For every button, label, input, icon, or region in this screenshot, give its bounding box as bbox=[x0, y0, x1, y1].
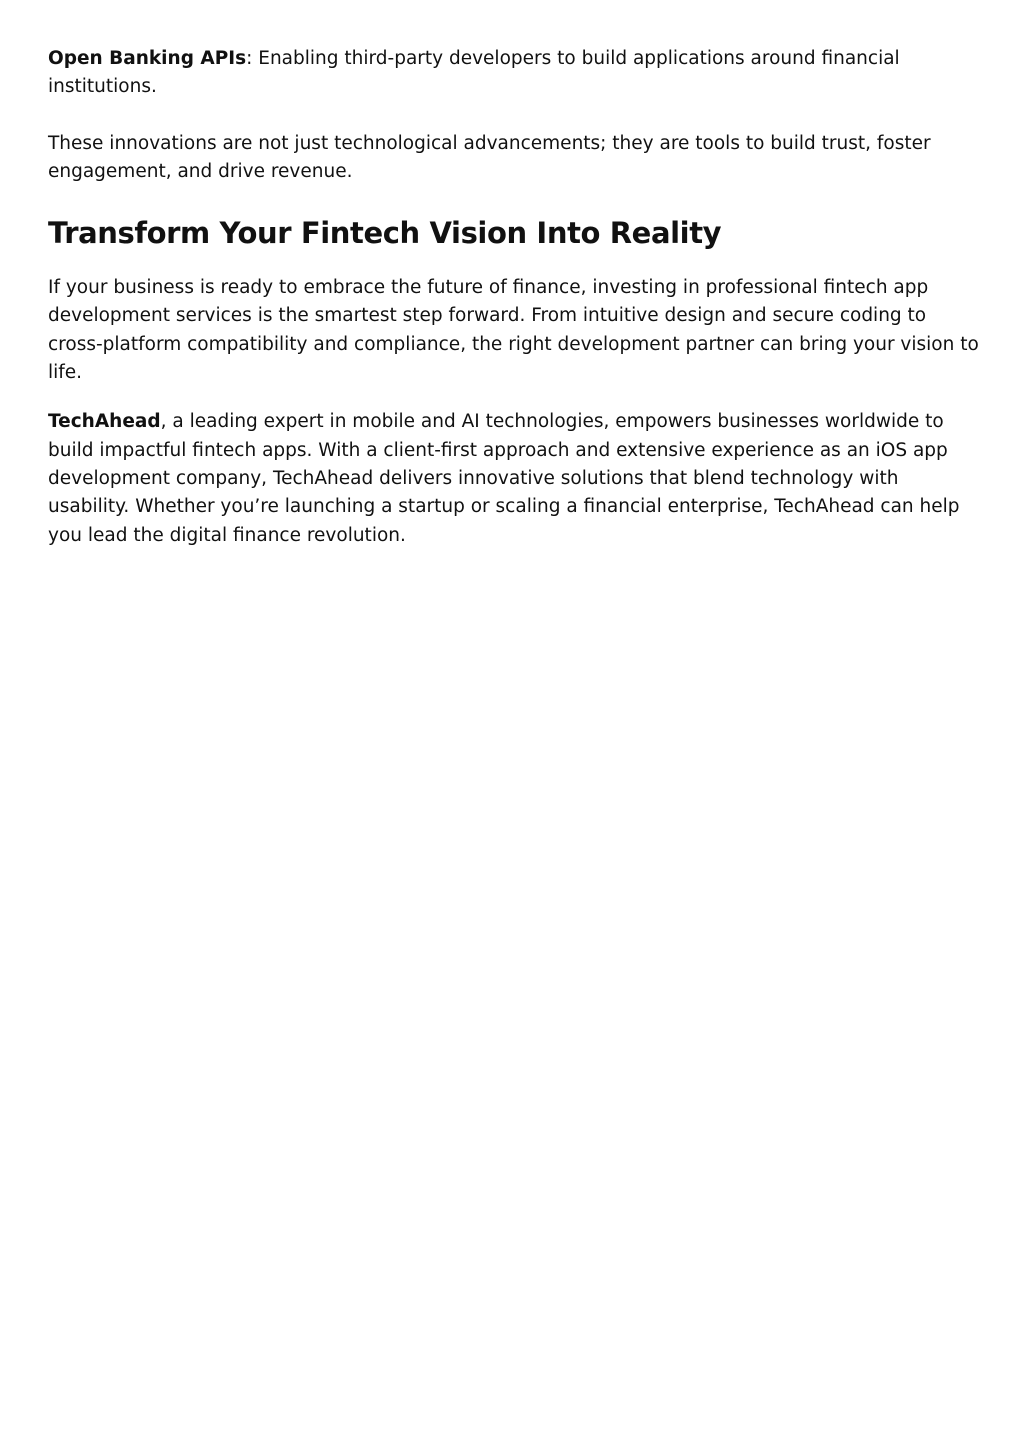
innovations-paragraph: These innovations are not just technological advancements; they are tools to build trust, foster engagement, and drive revenue. bbox=[48, 132, 931, 182]
business-paragraph: If your business is ready to embrace the future of finance, investing in professional fintech app development services is the smartest step forward. From intuitive design and secure coding to cross-platform compatibility and compliance, the right development partner can bring your vision to life. bbox=[48, 277, 979, 384]
techahead-paragraph bbox=[48, 408, 980, 549]
techahead-term: TechAhead bbox=[48, 411, 161, 433]
techahead-description: , a leading expert in mobile and AI technologies, empowers businesses worldwide to build impactful fintech apps. With a client-first approach and extensive experience as an iOS app development company, TechAhead delivers innovative solutions that blend technology with usability. Whether you’re launching a startup or scaling a financial enterprise, TechAhead can help you lead the digital finance revolution. bbox=[48, 411, 960, 546]
document-page bbox=[48, 45, 980, 550]
open-banking-paragraph bbox=[48, 45, 980, 102]
open-banking-term: Open Banking APIs bbox=[48, 48, 247, 69]
open-banking-description: : Enabling third-party developers to build applications around financial institutions. bbox=[48, 48, 900, 98]
section-heading: Transform Your Fintech Vision Into Reality bbox=[48, 216, 722, 251]
